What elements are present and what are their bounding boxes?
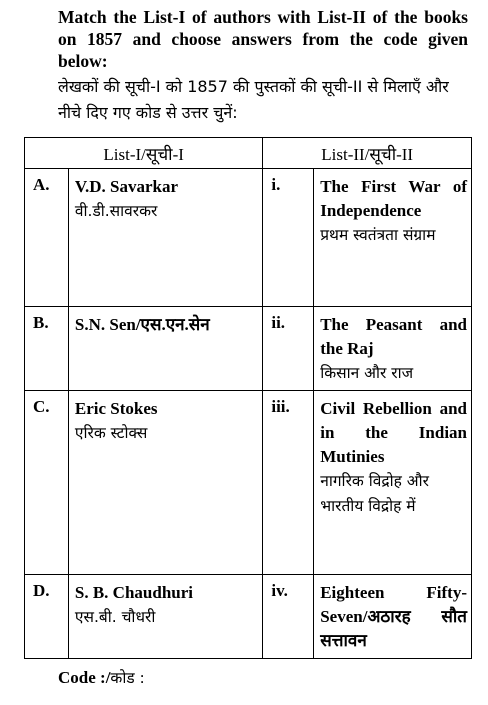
book-number: i.	[263, 169, 314, 307]
author-hindi: एरिक स्टोक्स	[74, 424, 148, 442]
header-list-2: List-II/सूची-II	[263, 138, 472, 169]
row-label: A.	[25, 169, 69, 307]
book-english: Eighteen Fifty-Seven/अठारह सौत सत्तावन	[320, 583, 467, 650]
author-hindi: वी.डी.सावरकर	[74, 202, 158, 220]
author-english: S. B. Chaudhuri	[74, 583, 194, 602]
book-number: ii.	[263, 307, 314, 391]
row-label: C.	[25, 391, 69, 575]
book-english: Civil Rebellion and in the Indian Mutinies	[320, 399, 467, 466]
book-hindi: नागरिक विद्रोह और भारतीय विद्रोह में	[320, 472, 429, 515]
match-table	[24, 137, 472, 659]
row-label: D.	[25, 575, 69, 659]
author-cell	[68, 169, 262, 307]
book-number: iii.	[263, 391, 314, 575]
book-number: iv.	[263, 575, 314, 659]
code-label	[58, 666, 145, 688]
book-cell	[314, 169, 472, 307]
row-label: B.	[25, 307, 69, 391]
header-list-1: List-I/सूची-I	[25, 138, 263, 169]
book-cell	[314, 307, 472, 391]
book-cell	[314, 575, 472, 659]
author-english: V.D. Savarkar	[74, 177, 179, 196]
author-cell	[68, 391, 262, 575]
table-row	[25, 169, 472, 307]
book-english: The Peasant and the Raj	[320, 315, 467, 358]
book-english: The First War of Independence	[320, 177, 467, 220]
code-label-english: Code :/	[58, 668, 111, 687]
author-hindi: एस.बी. चौधरी	[74, 608, 156, 626]
author-english: Eric Stokes	[74, 399, 158, 418]
author-english: S.N. Sen/एस.एन.सेन	[74, 315, 210, 334]
table-header-row	[25, 138, 472, 169]
instruction-hindi: लेखकों की सूची-I को 1857 की पुस्तकों की सूची-II से मिलाएँ और नीचे दिए गए कोड से उत्तर चुनें:	[58, 77, 449, 122]
book-hindi: किसान और राज	[320, 364, 414, 382]
author-cell	[68, 307, 262, 391]
table-row	[25, 307, 472, 391]
book-cell	[314, 391, 472, 575]
table-row	[25, 391, 472, 575]
instruction-english: Match the List-I of authors with List-II of the books on 1857 and choose answers from the code given below:	[58, 7, 468, 71]
table-row	[25, 575, 472, 659]
code-label-hindi: कोड :	[110, 669, 145, 687]
author-cell	[68, 575, 262, 659]
book-hindi: प्रथम स्वतंत्रता संग्राम	[320, 226, 436, 244]
question-instruction	[58, 6, 468, 126]
